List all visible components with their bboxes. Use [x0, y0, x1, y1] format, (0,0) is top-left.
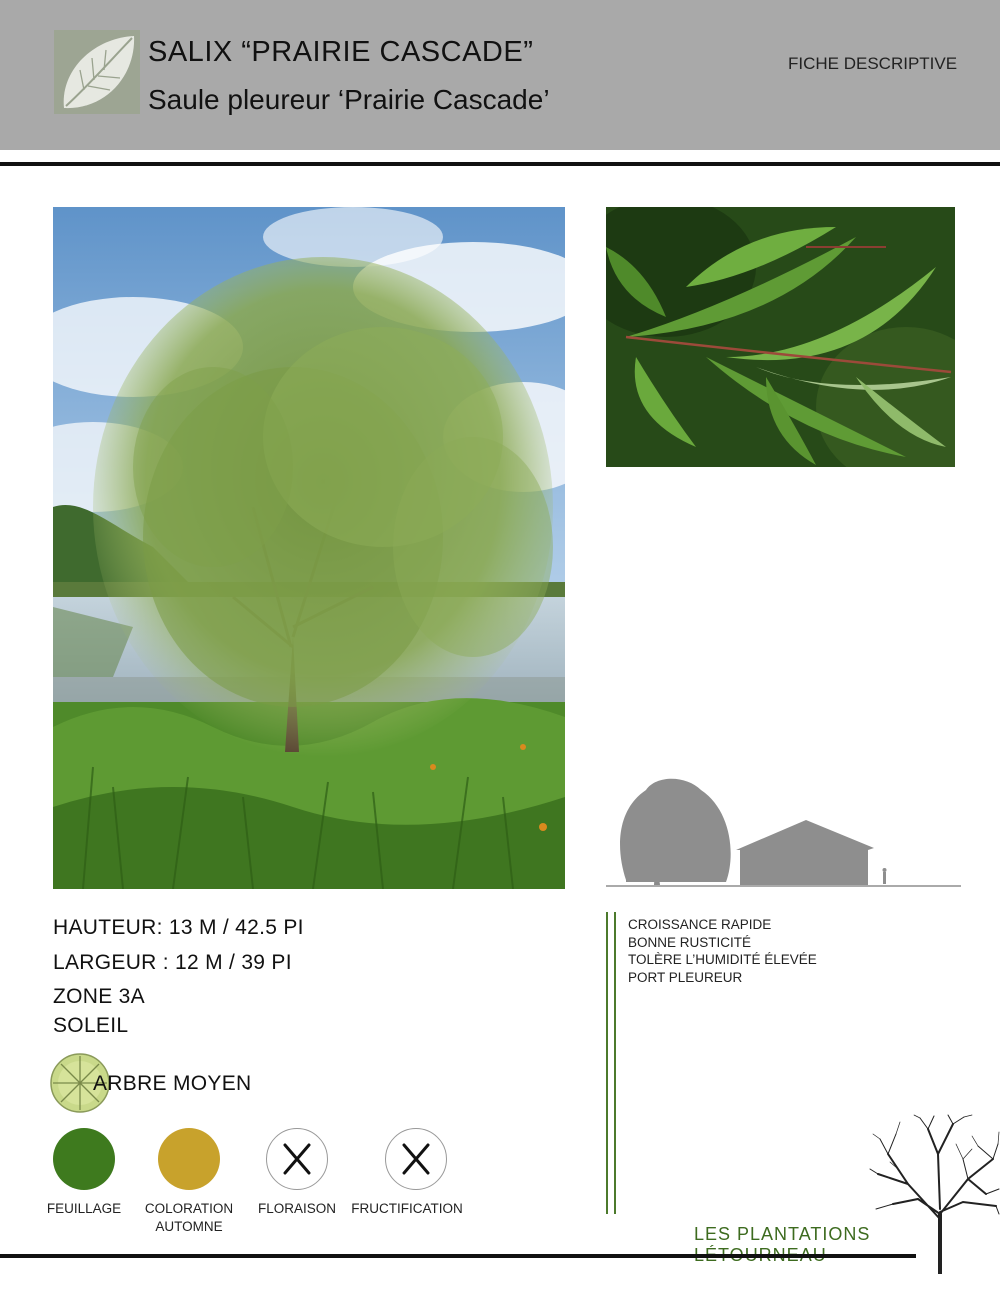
page-title: SALIX “PRAIRIE CASCADE”	[148, 36, 534, 68]
size-class-label: ARBRE MOYEN	[93, 1072, 252, 1095]
autumn-color-swatch	[158, 1128, 220, 1190]
feature-item: BONNE RUSTICITÉ	[628, 934, 752, 950]
width-spec: LARGEUR : 12 M / 39 PI	[53, 951, 292, 974]
bottom-divider	[0, 1254, 916, 1258]
foliage-color-swatch	[53, 1128, 115, 1190]
autumn-coloration-label: COLORATION AUTOMNE	[144, 1201, 234, 1234]
bare-tree-logo-icon	[868, 1114, 1000, 1274]
fruiting-label: FRUCTIFICATION	[351, 1201, 463, 1216]
features-list	[628, 916, 817, 986]
flowering-label: FLORAISON	[257, 1201, 336, 1216]
flowering-none-icon	[266, 1128, 328, 1190]
document-type-label: FICHE DESCRIPTIVE	[788, 54, 958, 73]
top-divider	[0, 162, 1000, 166]
leaf-logo-icon	[54, 30, 140, 114]
exposure-spec: SOLEIL	[53, 1014, 129, 1037]
fruiting-none-icon	[385, 1128, 447, 1190]
foliage-label: FEUILLAGE	[46, 1201, 122, 1216]
header-bar	[0, 0, 1000, 150]
brand-name: LES PLANTATIONS	[694, 1224, 871, 1244]
zone-spec: ZONE 3A	[53, 985, 145, 1008]
leaf-closeup-photo	[606, 207, 955, 467]
page-subtitle: Saule pleureur ‘Prairie Cascade’	[148, 84, 550, 115]
height-spec: HAUTEUR: 13 M / 42.5 PI	[53, 916, 304, 939]
features-divider-right	[614, 912, 616, 1214]
feature-item: PORT PLEUREUR	[628, 969, 743, 985]
feature-item: CROISSANCE RAPIDE	[628, 917, 772, 932]
tree-photo	[53, 207, 565, 889]
feature-item: TOLÈRE L’HUMIDITÉ ÉLEVÉE	[628, 952, 817, 967]
scale-silhouette-diagram	[606, 770, 961, 892]
features-divider-left	[606, 912, 608, 1214]
